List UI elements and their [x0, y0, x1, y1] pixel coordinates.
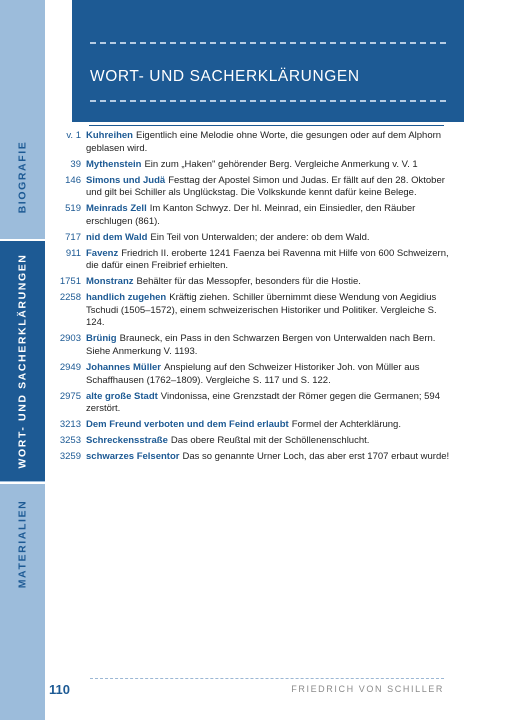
verse-number: 2975 [59, 390, 81, 402]
entry-term: Meinrads Zell [86, 203, 147, 215]
chapter-header [72, 0, 464, 122]
glossary-entry [50, 232, 450, 245]
footer-title: FRIEDRICH VON SCHILLER [291, 684, 444, 694]
entry-definition: Kräftig ziehen. Schiller übernimmt diese Wendung von Aegidius Tschudi (1505–1572), einem schweizerischen Historiker und Politiker. Vergleiche S. 124. [86, 292, 437, 329]
verse-number: 2258 [59, 292, 81, 304]
verse-number: 717 [65, 231, 81, 243]
glossary-entry [50, 130, 450, 155]
entry-term: nid dem Wald [86, 231, 148, 243]
sidebar-tab-label: MATERIALIEN [16, 499, 29, 589]
entry-term: Simons und Judä [86, 174, 166, 186]
entry-definition: Im Kanton Schwyz. Der hl. Meinrad, ein Einsiedler, den Räuber erschlugen (861). [86, 203, 416, 227]
sidebar-tab-label: BIOGRAFIE [16, 140, 29, 214]
verse-number: 3259 [59, 451, 81, 463]
glossary-entry [50, 419, 450, 432]
glossary-entry [50, 175, 450, 200]
entry-body [86, 435, 450, 448]
entry-body [86, 276, 450, 289]
entry-definition: Eigentlich eine Melodie ohne Worte, die gesungen oder auf dem Alphorn geblasen wird. [86, 130, 442, 154]
entry-body [86, 203, 450, 228]
entry-definition: Anspielung auf den Schweizer Historiker Joh. von Müller aus Schaffhausen (1762–1809). Vergleiche S. 117 und S. 122. [86, 362, 420, 386]
header-rule [89, 125, 444, 126]
verse-number: v. 1 [66, 130, 81, 141]
entry-body [86, 292, 450, 330]
entry-body [86, 333, 450, 358]
header-dashed-line-bottom [90, 100, 446, 102]
entry-definition: Formel der Achterklärung. [291, 419, 401, 431]
entry-term: Kuhreihen [86, 130, 133, 141]
glossary-entry [50, 203, 450, 228]
entry-body [86, 451, 450, 464]
glossary-entry [50, 159, 450, 172]
entry-body [86, 391, 450, 416]
verse-number: 2949 [59, 362, 81, 374]
entry-body [86, 175, 450, 200]
sidebar [0, 0, 45, 720]
sidebar-tab-label: WORT- UND SACHERKLÄRUNGEN [16, 253, 29, 469]
entry-body [86, 232, 450, 245]
entry-definition: Das so genannte Urner Loch, das aber erst 1707 erbaut wurde! [182, 451, 450, 463]
entry-definition: Festtag der Apostel Simon und Judas. Er fällt auf den 28. Oktober und gilt bei Schiller als Unglückstag. Die Volkskunde kennt dafür keine Belege. [86, 174, 445, 199]
entry-definition: Friedrich II. eroberte 1241 Faenza bei Ravenna mit Hilfe von 600 Schweizern, die dafür einen Freibrief erhielten. [86, 247, 449, 272]
entry-body [86, 362, 450, 387]
entry-term: Favenz [86, 247, 119, 259]
verse-number: 146 [65, 174, 81, 186]
verse-number: 3253 [59, 435, 81, 447]
entry-body [86, 248, 450, 273]
page-number: 110 [49, 682, 70, 697]
entry-term: Schreckensstraße [86, 435, 168, 447]
glossary-entry [50, 248, 450, 273]
entry-term: handlich zugehen [86, 292, 167, 304]
verse-number: 911 [65, 247, 81, 259]
entry-body [86, 130, 450, 155]
verse-number: 39 [70, 158, 81, 170]
entry-term: Johannes Müller [86, 362, 161, 374]
entry-definition: Behälter für das Messopfer, besonders für die Hostie. [136, 276, 361, 288]
entry-body [86, 159, 450, 172]
chapter-title: WORT- UND SACHERKLÄRUNGEN [90, 68, 360, 85]
glossary-entry [50, 333, 450, 358]
glossary-entry [50, 391, 450, 416]
entry-definition: Brauneck, ein Pass in den Schwarzen Bergen von Unterwalden nach Bern. Siehe Anmerkung V. 1193. [86, 333, 436, 358]
sidebar-tab-materialien[interactable] [0, 484, 45, 604]
entry-definition: Ein Teil von Unterwalden; der andere: ob dem Wald. [150, 231, 370, 243]
glossary-entry [50, 276, 450, 289]
glossary-entry [50, 435, 450, 448]
glossary-entry [50, 362, 450, 387]
verse-number: 519 [65, 203, 81, 215]
entry-term: alte große Stadt [86, 390, 158, 402]
entry-definition: Ein zum „Haken" gehörender Berg. Vergleiche Anmerkung v. V. 1 [144, 158, 418, 170]
entry-term: Dem Freund verboten und dem Feind erlaubt [86, 419, 289, 431]
entry-definition: Das obere Reußtal mit der Schöllenenschlucht. [170, 435, 370, 447]
footer-dashed-line [90, 678, 444, 679]
sidebar-tab-wort-und-sacherklaerungen[interactable] [0, 241, 45, 481]
entry-term: Mythenstein [86, 158, 142, 170]
entry-term: Monstranz [86, 276, 134, 288]
entry-definition: Vindonissa, eine Grenzstadt der Römer gegen die Germanen; 594 zerstört. [86, 390, 440, 415]
sidebar-tab-biografie[interactable] [0, 118, 45, 236]
glossary-entry [50, 292, 450, 330]
header-dashed-line-top [90, 42, 446, 44]
glossary-entry [50, 451, 450, 464]
entry-body [86, 419, 450, 432]
glossary-list [50, 130, 450, 467]
verse-number: 1751 [59, 276, 81, 288]
entry-term: schwarzes Felsentor [86, 451, 180, 463]
verse-number: 3213 [59, 419, 81, 431]
verse-number: 2903 [59, 333, 81, 345]
entry-term: Brünig [86, 333, 117, 345]
